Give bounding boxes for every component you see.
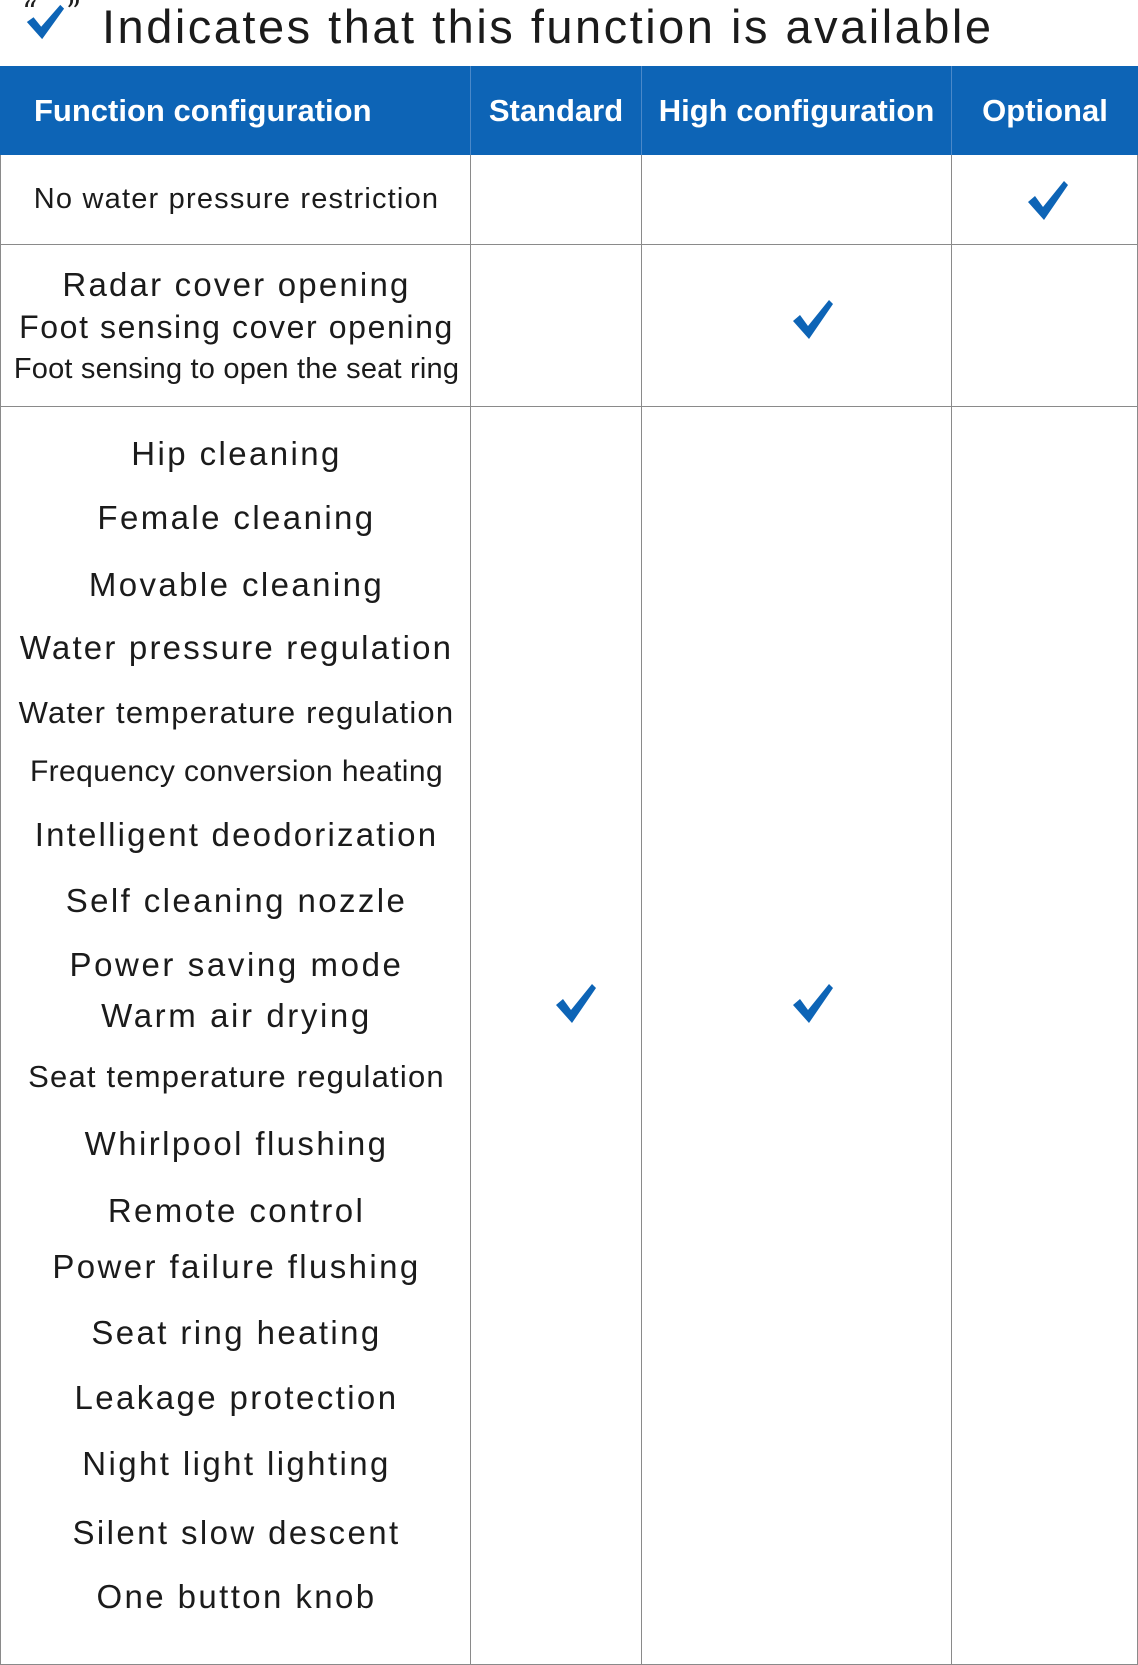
feature-cell xyxy=(0,407,471,1664)
header-optional: Optional xyxy=(982,92,1108,128)
feature-label: Foot sensing to open the seat ring xyxy=(13,353,460,385)
feature-label: No water pressure restriction xyxy=(33,183,440,215)
feature-label: Night light lighting xyxy=(82,1445,391,1482)
feature-label: Warm air drying xyxy=(101,997,372,1034)
feature-label: Seat ring heating xyxy=(91,1314,382,1351)
header-standard: Standard xyxy=(471,66,642,155)
feature-label: Foot sensing cover opening xyxy=(19,309,454,345)
optional-cell xyxy=(952,245,1138,406)
header-function-configuration: Function configuration xyxy=(0,66,471,155)
feature-label: Self cleaning nozzle xyxy=(65,882,408,919)
table-header-row xyxy=(0,66,1138,155)
legend-text: Indicates that this function is available xyxy=(102,0,994,53)
standard-cell xyxy=(471,155,642,244)
feature-label: Water pressure regulation xyxy=(19,629,454,666)
feature-label: Movable cleaning xyxy=(88,566,385,603)
feature-label: Seat temperature regulation xyxy=(28,1059,445,1094)
feature-cell xyxy=(0,245,471,406)
legend-quote-open: “ xyxy=(22,0,38,30)
feature-label: Radar cover opening xyxy=(62,266,411,303)
checkmark-icon xyxy=(791,981,835,1025)
feature-label: Whirlpool flushing xyxy=(84,1125,389,1162)
high-configuration-cell xyxy=(642,155,952,244)
standard-cell xyxy=(471,245,642,406)
high-configuration-cell xyxy=(642,407,952,1664)
function-configuration-table xyxy=(0,66,1138,1665)
optional-cell xyxy=(952,407,1138,1664)
table-row xyxy=(0,407,1138,1665)
checkmark-icon xyxy=(791,297,835,341)
feature-label: Power failure flushing xyxy=(52,1248,421,1285)
checkmark-icon xyxy=(554,981,598,1025)
feature-label: Water temperature regulation xyxy=(18,695,455,730)
feature-label: Silent slow descent xyxy=(72,1514,401,1551)
table-row xyxy=(0,245,1138,407)
header-high-configuration: High configuration xyxy=(642,66,952,155)
feature-label: Female cleaning xyxy=(97,499,376,536)
feature-label: One button knob xyxy=(96,1578,377,1615)
checkmark-icon xyxy=(24,2,66,42)
feature-label: Hip cleaning xyxy=(131,435,342,472)
high-configuration-cell xyxy=(642,245,952,406)
feature-label: Remote control xyxy=(107,1192,366,1229)
optional-cell xyxy=(952,155,1138,244)
feature-label: Power saving mode xyxy=(69,946,404,983)
standard-cell xyxy=(471,407,642,1664)
feature-label: Leakage protection xyxy=(74,1379,399,1416)
checkmark-icon xyxy=(1026,178,1070,222)
feature-label: Intelligent deodorization xyxy=(34,816,439,853)
legend-quote-close: ” xyxy=(66,0,82,30)
table-row xyxy=(0,155,1138,245)
feature-cell xyxy=(0,155,471,244)
legend xyxy=(0,0,1138,62)
feature-label: Frequency conversion heating xyxy=(29,755,444,788)
